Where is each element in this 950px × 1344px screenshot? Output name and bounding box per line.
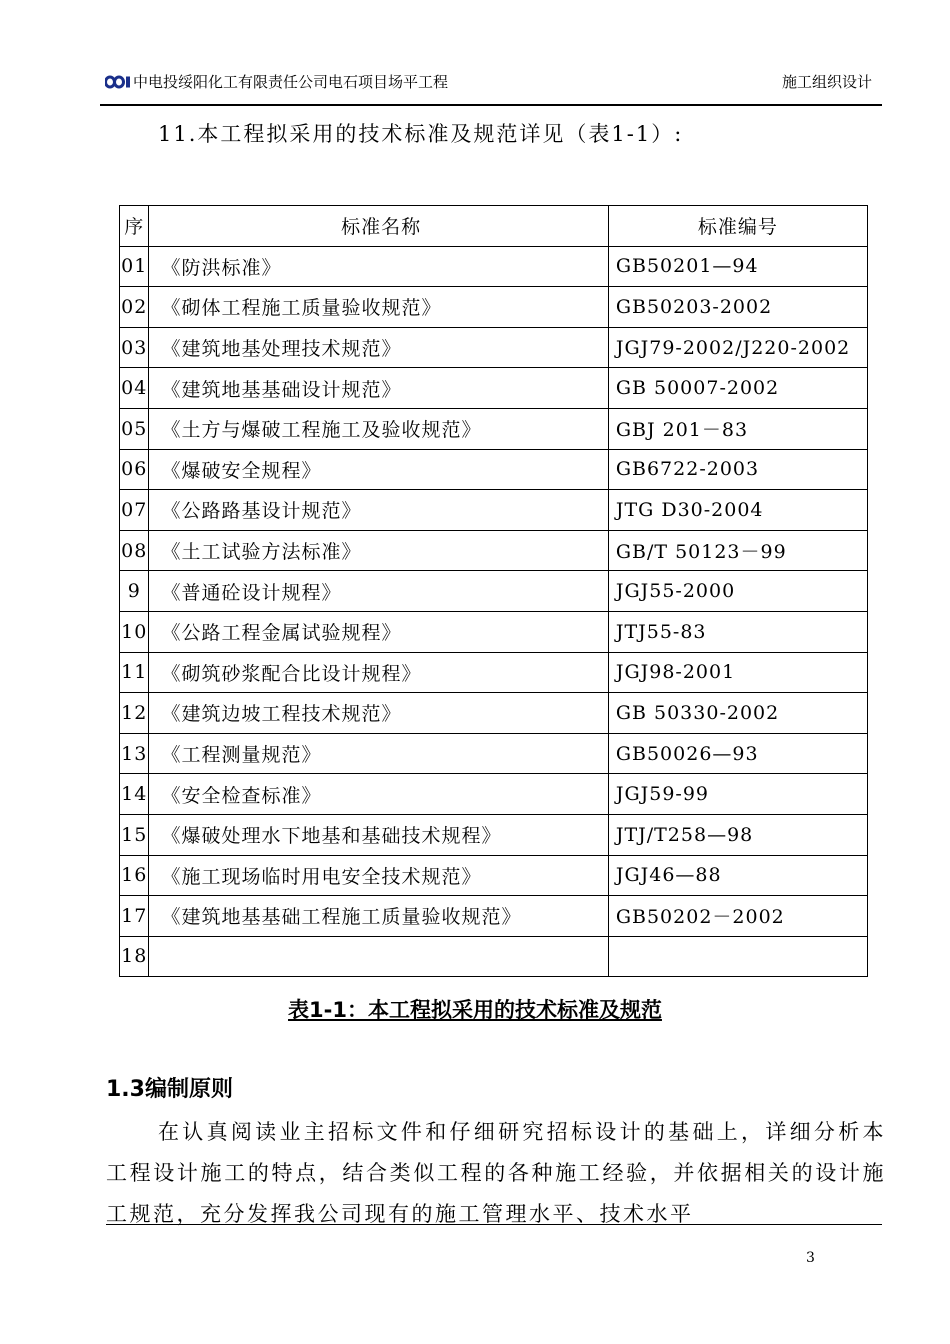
- table-row: [120, 896, 868, 937]
- row-standard-code: GB/T 50123－99: [608, 530, 867, 571]
- page-header: [100, 64, 882, 106]
- row-standard-code: JTJ55-83: [608, 611, 867, 652]
- table-row: [120, 287, 868, 328]
- row-standard-code: GB50203-2002: [608, 287, 867, 328]
- row-no: 14: [120, 774, 149, 815]
- row-standard-code: JGJ55-2000: [608, 571, 867, 612]
- row-no: 06: [120, 449, 149, 490]
- standards-table: [119, 205, 868, 977]
- row-standard-name: 《防洪标准》: [149, 246, 608, 287]
- row-standard-name: 《爆破安全规程》: [149, 449, 608, 490]
- row-standard-code: JTG D30-2004: [608, 490, 867, 531]
- row-standard-code: GB 50330-2002: [608, 693, 867, 734]
- row-standard-name: 《土工试验方法标准》: [149, 530, 608, 571]
- section-heading: 1.3编制原则: [106, 1077, 233, 1102]
- row-no: 04: [120, 368, 149, 409]
- cpi-logo-icon: [105, 75, 133, 89]
- header-code: 标准编号: [608, 206, 867, 247]
- table-row: [120, 693, 868, 734]
- table-row: [120, 368, 868, 409]
- row-standard-name: 《施工现场临时用电安全技术规范》: [149, 855, 608, 896]
- row-standard-name: 《安全检查标准》: [149, 774, 608, 815]
- table-row: [120, 652, 868, 693]
- table-row: [120, 246, 868, 287]
- row-no: 18: [120, 936, 149, 977]
- row-no: 03: [120, 327, 149, 368]
- row-standard-name: 《砌体工程施工质量验收规范》: [149, 287, 608, 328]
- page-number: 3: [806, 1250, 815, 1266]
- row-standard-code: GB50202－2002: [608, 896, 867, 937]
- header-name: 标准名称: [149, 206, 608, 247]
- row-standard-name: 《爆破处理水下地基和基础技术规程》: [149, 814, 608, 855]
- row-standard-code: JTJ/T258—98: [608, 814, 867, 855]
- table-row: [120, 490, 868, 531]
- table-row: [120, 774, 868, 815]
- table-row: [120, 530, 868, 571]
- row-standard-code: GB50201—94: [608, 246, 867, 287]
- row-standard-code: [608, 936, 867, 977]
- table-row: [120, 408, 868, 449]
- row-standard-name: 《建筑地基处理技术规范》: [149, 327, 608, 368]
- row-no: 17: [120, 896, 149, 937]
- header-doc-type: 施工组织设计: [781, 73, 872, 91]
- table-row: [120, 855, 868, 896]
- table-row: [120, 733, 868, 774]
- header-title: 中电投绥阳化工有限责任公司电石项目场平工程: [133, 73, 449, 91]
- row-standard-name: 《建筑地基基础工程施工质量验收规范》: [149, 896, 608, 937]
- table-row: [120, 814, 868, 855]
- row-standard-code: GBJ 201－83: [608, 408, 867, 449]
- row-standard-code: JGJ79-2002/J220-2002: [608, 327, 867, 368]
- row-standard-name: 《建筑边坡工程技术规范》: [149, 693, 608, 734]
- row-no: 01: [120, 246, 149, 287]
- table-row: [120, 936, 868, 977]
- table-row: [120, 611, 868, 652]
- row-standard-name: 《工程测量规范》: [149, 733, 608, 774]
- row-no: 02: [120, 287, 149, 328]
- row-no: 12: [120, 693, 149, 734]
- header-no: 序: [120, 206, 149, 247]
- table-header-row: [120, 206, 868, 247]
- table-row: [120, 449, 868, 490]
- row-standard-name: 《土方与爆破工程施工及验收规范》: [149, 408, 608, 449]
- body-paragraph: 在认真阅读业主招标文件和仔细研究招标设计的基础上，详细分析本工程设计施工的特点，结合类似工程的各种施工经验，并依据相关的设计施工规范，充分发挥我公司现有的施工管理水平、技术水平: [106, 1120, 886, 1226]
- row-standard-name: [149, 936, 608, 977]
- row-standard-code: JGJ59-99: [608, 774, 867, 815]
- row-no: 15: [120, 814, 149, 855]
- row-no: 10: [120, 611, 149, 652]
- row-standard-name: 《建筑地基基础设计规范》: [149, 368, 608, 409]
- paragraph-divider: [106, 1224, 882, 1225]
- row-standard-code: GB50026—93: [608, 733, 867, 774]
- row-no: 16: [120, 855, 149, 896]
- row-standard-name: 《普通砼设计规程》: [149, 571, 608, 612]
- row-standard-name: 《公路路基设计规范》: [149, 490, 608, 531]
- row-standard-name: 《砌筑砂浆配合比设计规程》: [149, 652, 608, 693]
- row-standard-name: 《公路工程金属试验规程》: [149, 611, 608, 652]
- table-body: [120, 246, 868, 977]
- row-standard-code: GB6722-2003: [608, 449, 867, 490]
- row-standard-code: GB 50007-2002: [608, 368, 867, 409]
- company-logo: [105, 74, 133, 90]
- row-standard-code: JGJ98-2001: [608, 652, 867, 693]
- row-standard-code: JGJ46—88: [608, 855, 867, 896]
- intro-text: 11.本工程拟采用的技术标准及规范详见（表1-1）:: [158, 122, 684, 146]
- row-no: 08: [120, 530, 149, 571]
- row-no: 11: [120, 652, 149, 693]
- table-row: [120, 327, 868, 368]
- row-no: 05: [120, 408, 149, 449]
- table-caption: 表1-1：本工程拟采用的技术标准及规范: [288, 998, 662, 1022]
- table-row: [120, 571, 868, 612]
- row-no: 9: [120, 571, 149, 612]
- row-no: 13: [120, 733, 149, 774]
- row-no: 07: [120, 490, 149, 531]
